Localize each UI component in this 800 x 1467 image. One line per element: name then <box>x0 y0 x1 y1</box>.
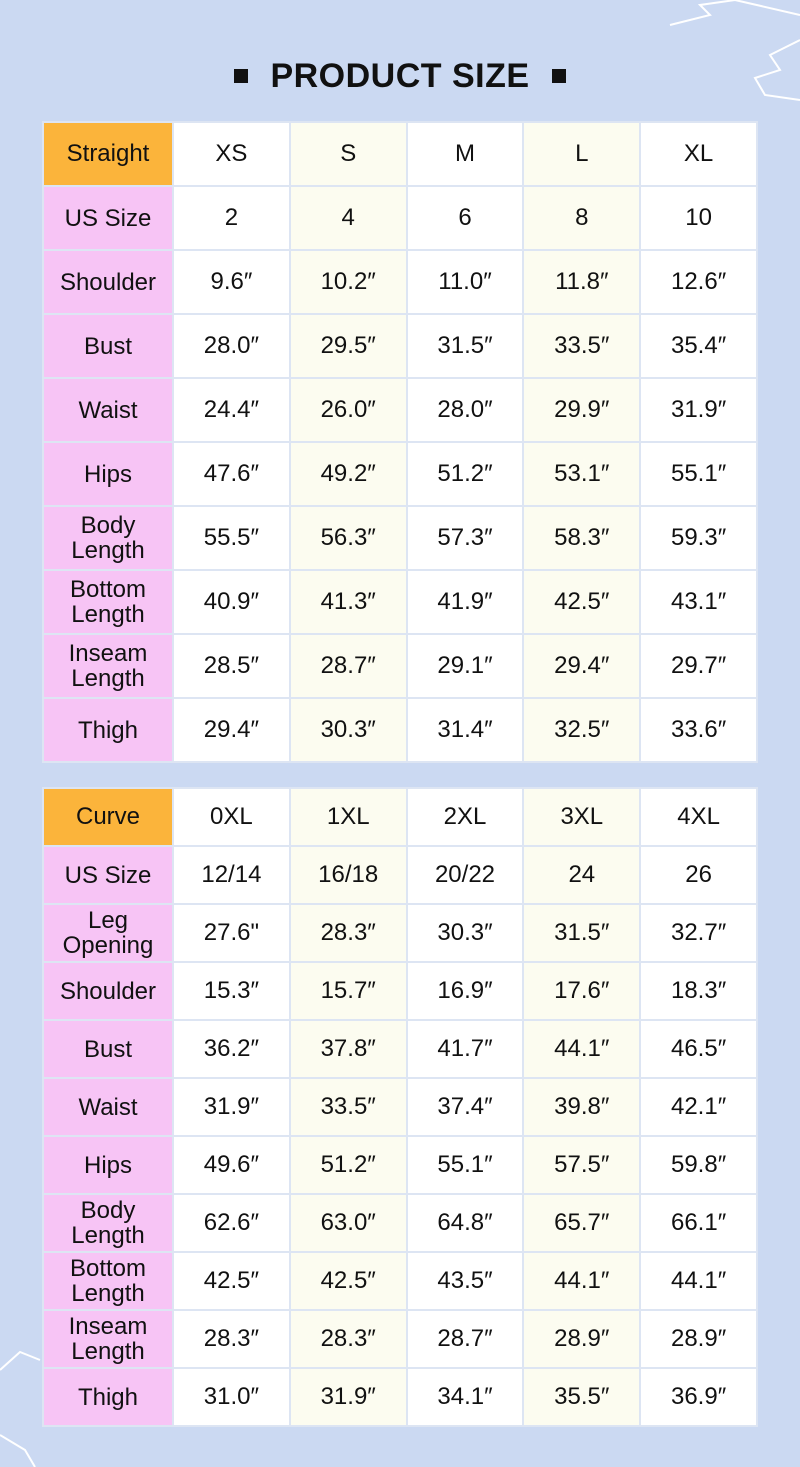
size-column-header: L <box>523 122 640 186</box>
page-title-text: PRODUCT SIZE <box>270 56 530 95</box>
table-row <box>43 1078 757 1136</box>
size-column-header: S <box>290 122 407 186</box>
table-row <box>43 314 757 378</box>
measurement-value: 53.1″ <box>523 442 640 506</box>
measurement-value: 44.1″ <box>640 1252 757 1310</box>
size-column-header: 3XL <box>523 788 640 846</box>
measurement-value: 56.3″ <box>290 506 407 570</box>
table-row <box>43 506 757 570</box>
table-row <box>43 442 757 506</box>
page-title <box>0 52 800 100</box>
measurement-label: Bottom Length <box>43 1252 173 1310</box>
measurement-value: 29.4″ <box>173 698 290 762</box>
measurement-value: 42.5″ <box>523 570 640 634</box>
table-row <box>43 1136 757 1194</box>
measurement-value: 28.3″ <box>290 1310 407 1368</box>
size-column-header: 4XL <box>640 788 757 846</box>
square-bullet-icon <box>552 69 566 83</box>
measurement-value: 9.6″ <box>173 250 290 314</box>
measurement-value: 35.5″ <box>523 1368 640 1426</box>
size-column-header: 1XL <box>290 788 407 846</box>
measurement-value: 11.0″ <box>407 250 524 314</box>
measurement-label: Waist <box>43 378 173 442</box>
measurement-value: 51.2″ <box>290 1136 407 1194</box>
measurement-value: 47.6″ <box>173 442 290 506</box>
measurement-value: 31.0″ <box>173 1368 290 1426</box>
measurement-label: Shoulder <box>43 250 173 314</box>
measurement-label: Bottom Length <box>43 570 173 634</box>
measurement-value: 59.3″ <box>640 506 757 570</box>
measurement-value: 27.6" <box>173 904 290 962</box>
measurement-label: Hips <box>43 1136 173 1194</box>
measurement-value: 42.1″ <box>640 1078 757 1136</box>
measurement-value: 33.6″ <box>640 698 757 762</box>
measurement-value: 55.5″ <box>173 506 290 570</box>
measurement-value: 12.6″ <box>640 250 757 314</box>
measurement-value: 51.2″ <box>407 442 524 506</box>
curve-category-label: Curve <box>43 788 173 846</box>
size-column-header: XL <box>640 122 757 186</box>
measurement-value: 26.0″ <box>290 378 407 442</box>
straight-size-table <box>42 121 758 763</box>
measurement-value: 41.7″ <box>407 1020 524 1078</box>
table-row <box>43 1020 757 1078</box>
measurement-value: 49.2″ <box>290 442 407 506</box>
measurement-value: 10 <box>640 186 757 250</box>
measurement-value: 24.4″ <box>173 378 290 442</box>
measurement-value: 15.3″ <box>173 962 290 1020</box>
measurement-value: 44.1″ <box>523 1252 640 1310</box>
measurement-value: 16.9″ <box>407 962 524 1020</box>
measurement-value: 66.1″ <box>640 1194 757 1252</box>
measurement-value: 62.6″ <box>173 1194 290 1252</box>
measurement-value: 29.4″ <box>523 634 640 698</box>
measurement-value: 41.3″ <box>290 570 407 634</box>
measurement-value: 29.5″ <box>290 314 407 378</box>
measurement-value: 28.7″ <box>290 634 407 698</box>
measurement-value: 35.4″ <box>640 314 757 378</box>
measurement-value: 2 <box>173 186 290 250</box>
measurement-value: 28.3″ <box>290 904 407 962</box>
measurement-value: 10.2″ <box>290 250 407 314</box>
measurement-value: 18.3″ <box>640 962 757 1020</box>
measurement-label: Waist <box>43 1078 173 1136</box>
measurement-label: Bust <box>43 1020 173 1078</box>
size-column-header: 2XL <box>407 788 524 846</box>
measurement-value: 26 <box>640 846 757 904</box>
measurement-value: 37.4″ <box>407 1078 524 1136</box>
measurement-value: 42.5″ <box>173 1252 290 1310</box>
measurement-value: 11.8″ <box>523 250 640 314</box>
measurement-value: 31.5″ <box>523 904 640 962</box>
measurement-value: 64.8″ <box>407 1194 524 1252</box>
straight-category-label: Straight <box>43 122 173 186</box>
measurement-label: Inseam Length <box>43 634 173 698</box>
measurement-value: 39.8″ <box>523 1078 640 1136</box>
table-row <box>43 186 757 250</box>
curve-header-row <box>43 788 757 846</box>
table-row <box>43 634 757 698</box>
measurement-value: 59.8″ <box>640 1136 757 1194</box>
table-row <box>43 1252 757 1310</box>
measurement-value: 28.7″ <box>407 1310 524 1368</box>
measurement-value: 12/14 <box>173 846 290 904</box>
measurement-value: 36.2″ <box>173 1020 290 1078</box>
table-row <box>43 904 757 962</box>
square-bullet-icon <box>234 69 248 83</box>
measurement-value: 24 <box>523 846 640 904</box>
measurement-value: 28.0″ <box>407 378 524 442</box>
measurement-value: 20/22 <box>407 846 524 904</box>
measurement-value: 28.9″ <box>523 1310 640 1368</box>
measurement-label: Body Length <box>43 506 173 570</box>
table-row <box>43 378 757 442</box>
curve-size-table <box>42 787 758 1427</box>
measurement-value: 32.7″ <box>640 904 757 962</box>
measurement-value: 4 <box>290 186 407 250</box>
measurement-label: Leg Opening <box>43 904 173 962</box>
measurement-label: Body Length <box>43 1194 173 1252</box>
table-row <box>43 1310 757 1368</box>
size-column-header: M <box>407 122 524 186</box>
measurement-value: 41.9″ <box>407 570 524 634</box>
measurement-value: 28.9″ <box>640 1310 757 1368</box>
table-row <box>43 1368 757 1426</box>
measurement-value: 49.6″ <box>173 1136 290 1194</box>
measurement-label: Hips <box>43 442 173 506</box>
measurement-value: 44.1″ <box>523 1020 640 1078</box>
measurement-value: 29.7″ <box>640 634 757 698</box>
measurement-value: 31.4″ <box>407 698 524 762</box>
measurement-label: Thigh <box>43 698 173 762</box>
measurement-value: 42.5″ <box>290 1252 407 1310</box>
measurement-value: 43.1″ <box>640 570 757 634</box>
measurement-value: 63.0″ <box>290 1194 407 1252</box>
measurement-value: 31.9″ <box>173 1078 290 1136</box>
table-row <box>43 250 757 314</box>
table-row <box>43 962 757 1020</box>
measurement-label: Shoulder <box>43 962 173 1020</box>
measurement-value: 28.3″ <box>173 1310 290 1368</box>
measurement-value: 40.9″ <box>173 570 290 634</box>
measurement-label: US Size <box>43 186 173 250</box>
measurement-value: 55.1″ <box>640 442 757 506</box>
measurement-label: Inseam Length <box>43 1310 173 1368</box>
measurement-value: 8 <box>523 186 640 250</box>
measurement-value: 57.5″ <box>523 1136 640 1194</box>
measurement-value: 6 <box>407 186 524 250</box>
measurement-value: 46.5″ <box>640 1020 757 1078</box>
measurement-value: 55.1″ <box>407 1136 524 1194</box>
measurement-label: US Size <box>43 846 173 904</box>
measurement-value: 58.3″ <box>523 506 640 570</box>
table-row <box>43 698 757 762</box>
measurement-value: 65.7″ <box>523 1194 640 1252</box>
measurement-value: 31.9″ <box>290 1368 407 1426</box>
straight-header-row <box>43 122 757 186</box>
measurement-value: 29.9″ <box>523 378 640 442</box>
size-column-header: XS <box>173 122 290 186</box>
measurement-value: 30.3″ <box>407 904 524 962</box>
measurement-value: 16/18 <box>290 846 407 904</box>
measurement-label: Bust <box>43 314 173 378</box>
measurement-value: 33.5″ <box>523 314 640 378</box>
measurement-value: 43.5″ <box>407 1252 524 1310</box>
table-row <box>43 1194 757 1252</box>
table-row <box>43 570 757 634</box>
measurement-value: 33.5″ <box>290 1078 407 1136</box>
measurement-value: 28.0″ <box>173 314 290 378</box>
measurement-value: 28.5″ <box>173 634 290 698</box>
measurement-value: 31.5″ <box>407 314 524 378</box>
measurement-value: 37.8″ <box>290 1020 407 1078</box>
measurement-value: 34.1″ <box>407 1368 524 1426</box>
measurement-value: 15.7″ <box>290 962 407 1020</box>
size-column-header: 0XL <box>173 788 290 846</box>
table-row <box>43 846 757 904</box>
measurement-value: 36.9″ <box>640 1368 757 1426</box>
measurement-label: Thigh <box>43 1368 173 1426</box>
measurement-value: 31.9″ <box>640 378 757 442</box>
measurement-value: 29.1″ <box>407 634 524 698</box>
measurement-value: 30.3″ <box>290 698 407 762</box>
measurement-value: 17.6″ <box>523 962 640 1020</box>
measurement-value: 32.5″ <box>523 698 640 762</box>
measurement-value: 57.3″ <box>407 506 524 570</box>
